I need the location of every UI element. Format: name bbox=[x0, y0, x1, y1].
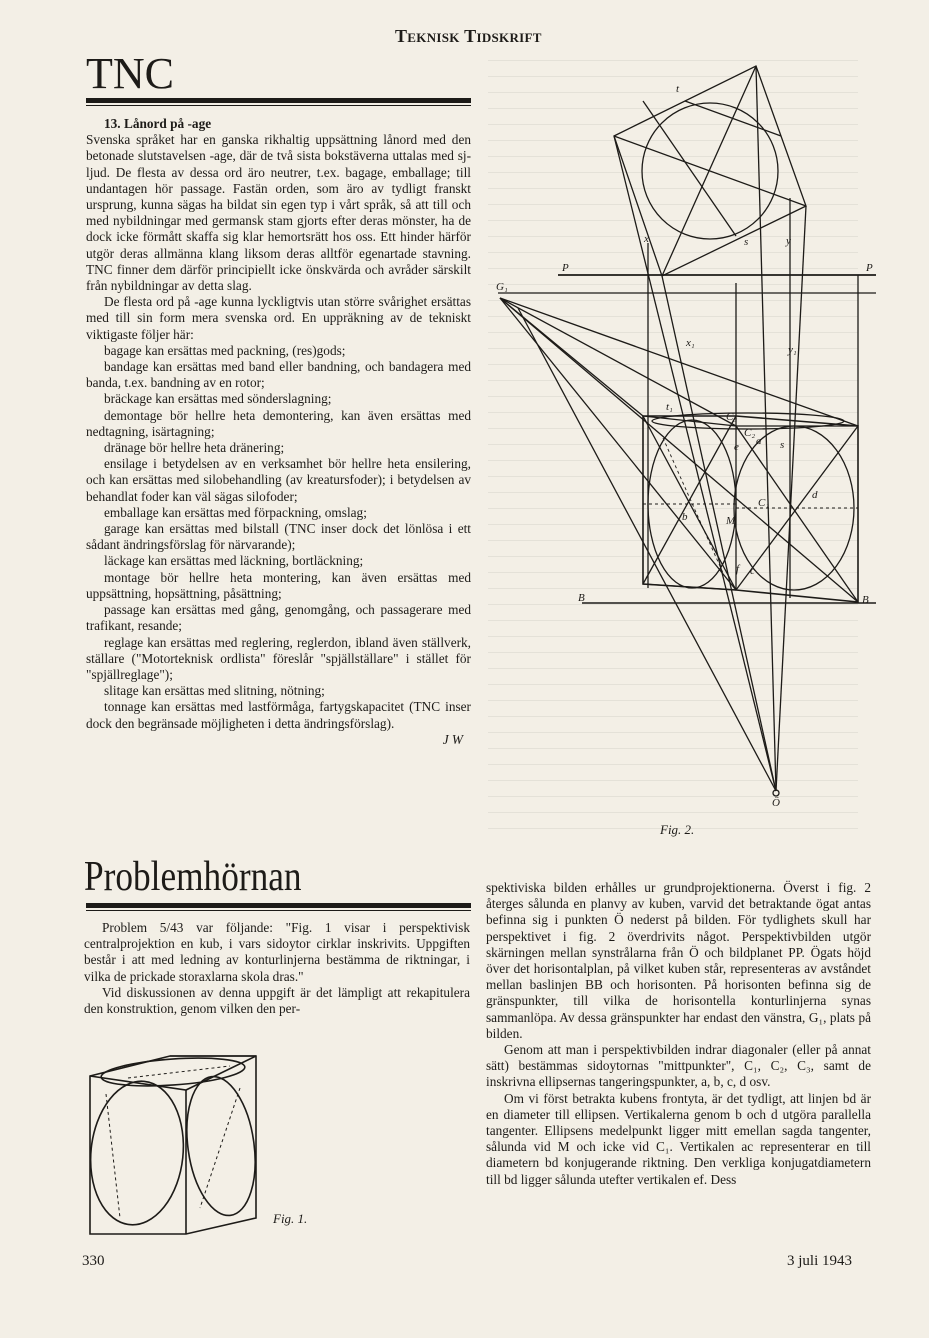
side-circle bbox=[84, 1077, 191, 1230]
term-list-item: emballage kan ersättas med förpackning, omslag; bbox=[104, 504, 367, 520]
figure-2-label: d bbox=[812, 489, 818, 501]
tnc-article bbox=[86, 116, 471, 748]
term-list-item: garage kan ersättas med bilstall (TNC inser dock det lönlösa i ett sådant ändringsförslag för närvarande); bbox=[86, 521, 471, 553]
figure-2-label: G₁ bbox=[496, 281, 508, 293]
figure-2-label: y bbox=[786, 235, 791, 247]
figure-2-label: e bbox=[734, 441, 739, 453]
problem-heading: Problemhörnan bbox=[84, 854, 302, 900]
problem-paragraph-1: Problem 5/43 var följande: "Fig. 1 visar i perspektivisk centralprojektion en kub, i vars sidoytor cirklar inskrivits. Uppgiften består i att med ledning av konturlinjerna bestämma de riktningar, i vilka de prickade storaxlarna skola dras." bbox=[84, 920, 470, 984]
term-list bbox=[86, 343, 471, 732]
term-list-item: ensilage i betydelsen av en verksamhet bör hellre heta ensilering, och kan ersättas med silobehandling (av kreatursfoder); i betydelsen av behandlat foder kan väl sägas silofoder; bbox=[86, 456, 471, 504]
problem-paragraph-3: Genom att man i perspektivbilden indrar diagonaler (eller på annat sätt) bestämmas sidoytornas "mittpunkter", C₁, C₂, C₃, samt de inskrivna ellipsernas tangeringspunkter, a, b, c, d osv. bbox=[486, 1042, 871, 1090]
figure-2-label: b bbox=[682, 511, 688, 523]
term-list-item: passage kan ersättas med gång, genomgång, och passagerare med trafikant, resande; bbox=[86, 602, 471, 634]
figure-2-label: a bbox=[756, 435, 762, 447]
figure-1-caption: Fig. 1. bbox=[273, 1211, 308, 1226]
journal-title: Teknisk Tidskrift bbox=[395, 26, 542, 46]
figure-2-label: C₂ bbox=[744, 427, 756, 439]
problem-rule bbox=[86, 903, 471, 908]
term-list-item: demontage bör hellre heta demontering, kan även ersättas med nedtagning, isärtagning; bbox=[86, 407, 471, 439]
heading-rule-thin bbox=[86, 105, 471, 106]
issue-date: 3 juli 1943 bbox=[787, 1253, 853, 1269]
problem-text-right bbox=[486, 880, 871, 1188]
figure-2-label: x₁ bbox=[686, 337, 695, 349]
figure-2-label: x bbox=[644, 233, 649, 245]
term-list-item: slitage kan ersättas med slitning, nötning; bbox=[104, 683, 325, 699]
figure-2-label: f bbox=[736, 563, 740, 575]
figure-2-label: P bbox=[866, 262, 873, 274]
figure-2-label: Ö bbox=[772, 797, 780, 809]
problem-paragraph-2-end: spektiviska bilden erhålles ur grundprojektionerna. Överst i fig. 2 återges sålunda en planvy av kuben, varvid det betraktande ögat antas befinna sig i punkten Ö nederst på bilden. För tydlighets skull har perspektivet i fig. 2 överdrivits något. Perspektivbilden utgör skärningen mellan synstrålarna från Ö och bildplanet PP. Ögats höjd över det horisontalplan, på vilket kuben står, representeras av avståndet mellan baslinjen BB och horisonten. På horisonten befinna sig de gränspunkter, till vilka de horisontella konturlinjerna synas sammanlöpa. Av dessa gränspunkter har endast den vänstra, G₁, plats på bilden. bbox=[486, 880, 871, 1041]
term-list-item: läckage kan ersättas med läckning, bortläckning; bbox=[104, 553, 364, 569]
section-heading: 13. Lånord på -age bbox=[104, 116, 212, 131]
figure-2-label: t bbox=[676, 83, 680, 95]
page-number: 330 bbox=[82, 1253, 105, 1269]
figure-2-label: M bbox=[726, 515, 736, 527]
figure-2-label: s bbox=[744, 236, 749, 248]
term-list-item: bagage kan ersättas med packning, (res)gods; bbox=[104, 342, 346, 358]
figure-2-label: c bbox=[750, 565, 755, 577]
figure-2-label: B bbox=[862, 594, 869, 606]
problem-paragraph-4: Om vi först betrakta kubens frontyta, är det tydligt, att linjen bd är en diameter till ellipsen. Vertikalerna genom b och d utgöra parallella tangenter. Ellipsens medelpunkt ligger mitt emellan sagda tangenter, sålunda vid M och icke vid C₁. Vertikalen ac representerar en till diametern bd konjugerande riktning. Den verkliga konjugatdiametern till bd ligger sålunda utefter vertikalen ef. Dess bbox=[486, 1090, 871, 1187]
figure-2-labels bbox=[496, 83, 873, 809]
term-list-item: dränage bör hellre heta dränering; bbox=[104, 440, 285, 456]
figure-2-label: C₁ bbox=[758, 497, 770, 509]
figure-1-cube bbox=[80, 1048, 270, 1240]
tnc-heading: TNC bbox=[86, 49, 174, 98]
figure-2-label: t₁ bbox=[666, 401, 673, 413]
heading-rule bbox=[86, 98, 471, 103]
figure-2-label: B bbox=[578, 592, 585, 604]
term-list-item: tonnage kan ersättas med lastförmåga, fartygskapacitet (TNC inser dock den begränsade möjligheten i detta ändringsförslag). bbox=[86, 699, 471, 731]
figure-2-label: C₃ bbox=[726, 411, 738, 423]
figure-2-label: P bbox=[562, 262, 569, 274]
figure-2-label: y₁ bbox=[788, 344, 797, 356]
problem-rule-thin bbox=[86, 910, 471, 911]
term-list-item: bandage kan ersättas med band eller bandning, och bandagera med banda, t.ex. bandning av en rotor; bbox=[86, 359, 471, 391]
figure-2-label: s bbox=[780, 439, 785, 451]
figure-2-caption: Fig. 2. bbox=[660, 822, 695, 837]
figure-2-construction bbox=[488, 58, 880, 818]
term-list-item: reglage kan ersättas med reglering, reglerdon, ibland även ställverk, ställare ("Motorteknisk ordlista" föreslår "spjällställare" i stället för "spjällreglage"); bbox=[86, 634, 471, 682]
author-signature: J W bbox=[442, 731, 463, 747]
term-list-item: bräckage kan ersättas med sönderslagning; bbox=[104, 391, 332, 407]
dotted-axis-front bbox=[200, 1088, 240, 1208]
intro-paragraph: Svenska språket har en ganska rikhaltig uppsättning lånord med den betonade slutstavelsen -age, där de två sista bokstäverna uttalas med sj-ljud. De flesta av dessa ord äro neutrer, t.ex. bagage, emballage; till undantagen hör passage. Fastän orden, som äro av tydligt franskt ursprung, kunna sägas ha bildat sin egen typ i vårt språk, så att till och med nybildningar med germansk stam gjorts efter deras mönster, ha de dock icke förmått skaffa sig klar hemortsrätt hos oss. Ett hinder härför utgör deras allmänna klang liksom deras alltför egenartade stavning. TNC finner dem därför principiellt icke önskvärda och avråder särskilt från nybildningar av detta slag. bbox=[86, 132, 471, 294]
dotted-axis-side bbox=[106, 1094, 120, 1218]
problem-text-left bbox=[84, 920, 470, 1017]
second-paragraph: De flesta ord på -age kunna lyckligtvis utan större svårighet ersättas med till sin form mera svenska ord. En uppräkning av de tekniskt viktigaste följer här: bbox=[86, 294, 471, 342]
problem-paragraph-2-start: Vid diskussionen av denna uppgift är det lämpligt att rekapitulera den konstruktion, genom vilken den per- bbox=[84, 984, 470, 1017]
term-list-item: montage bör hellre heta montering, kan även ersättas med uppsättning, hopsättning, påsättning; bbox=[86, 569, 471, 601]
cube-outline bbox=[90, 1056, 256, 1234]
